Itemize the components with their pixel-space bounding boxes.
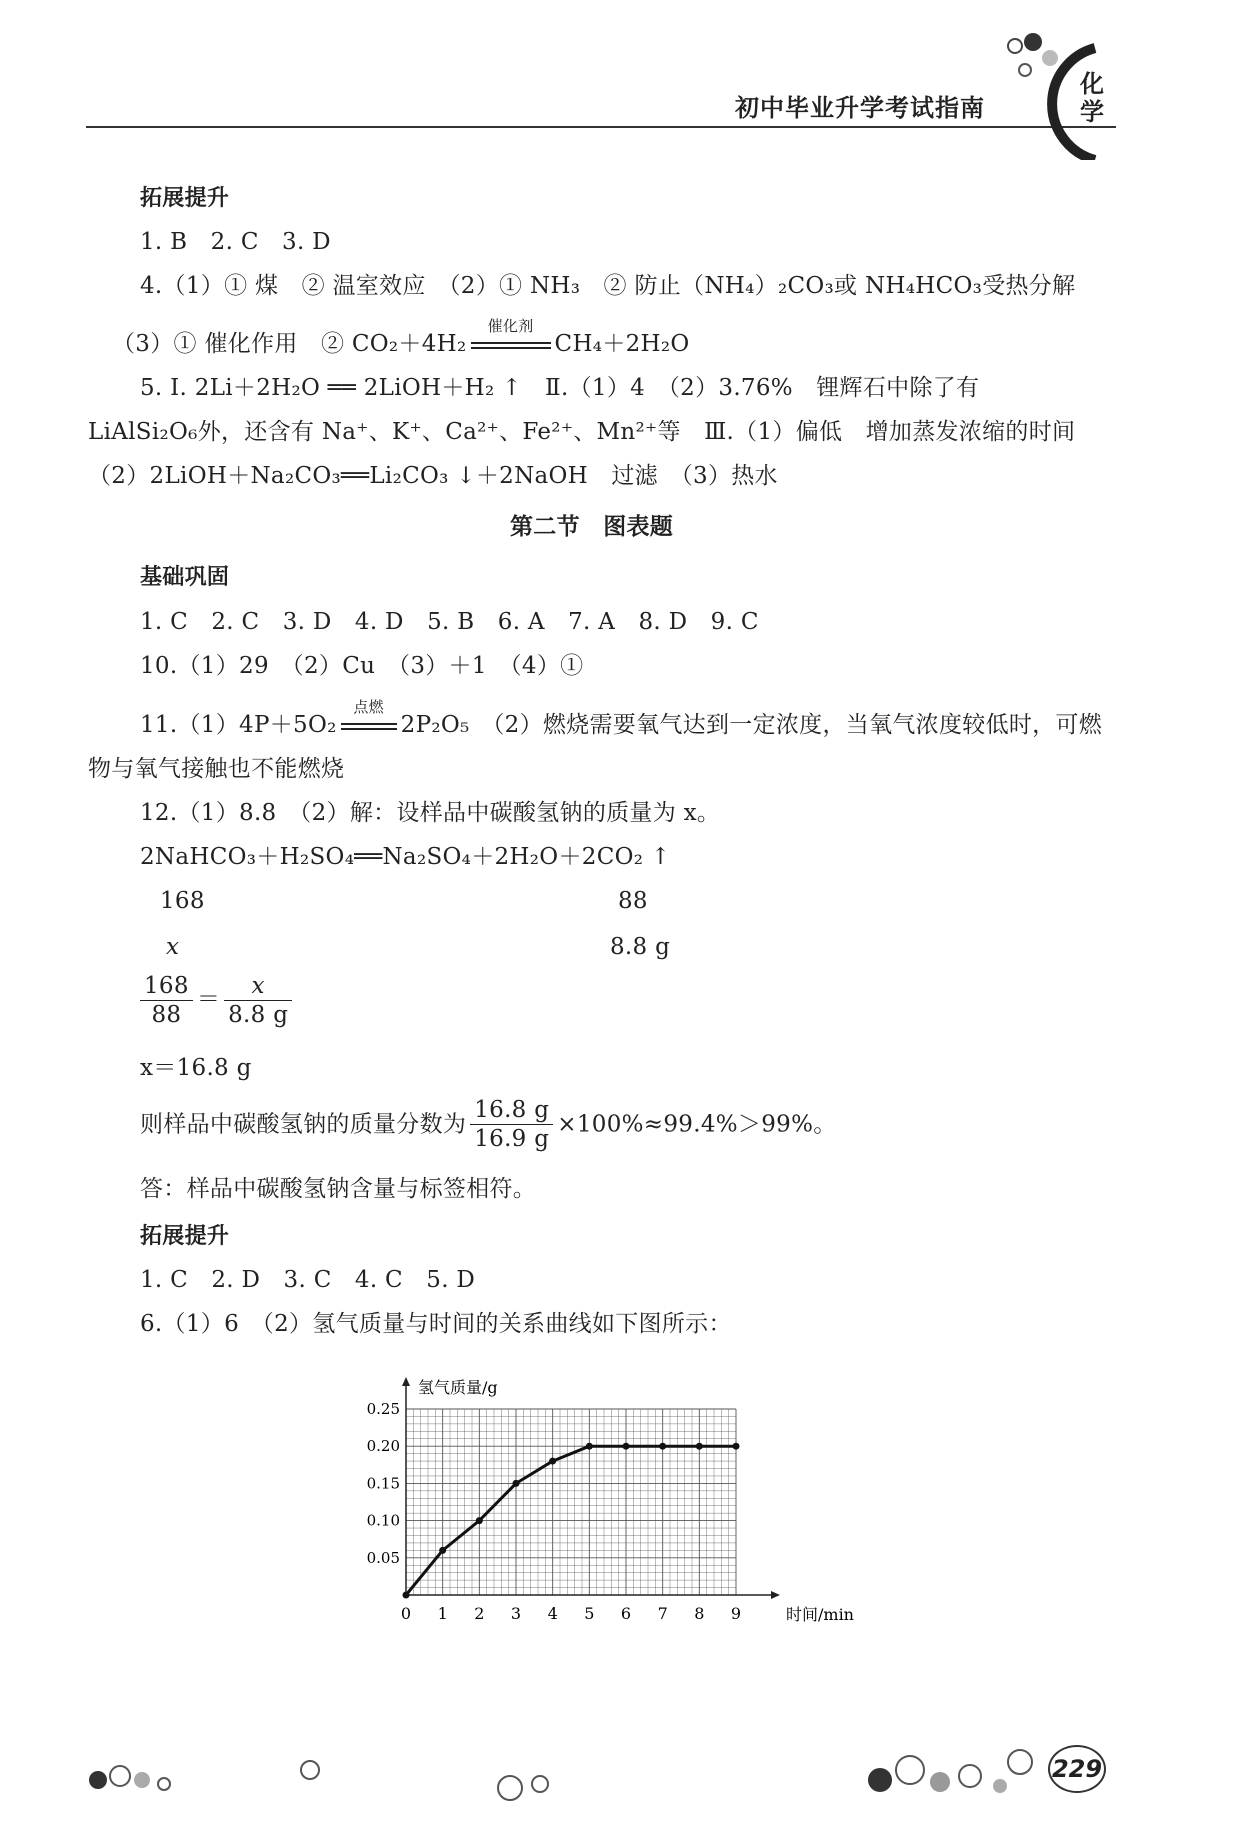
x-tick-label: 7 [657,1604,668,1623]
x-tick-label: 0 [400,1604,412,1623]
data-point [476,1517,483,1524]
molar-mass: 88 [618,888,648,914]
answer-line: 1. C 2. D 3. C 4. C 5. D [140,1267,476,1293]
x-tick-label: 2 [474,1604,485,1623]
answer-line: 12.（1）8.8 （2）解：设样品中碳酸氢钠的质量为 x。 [140,800,721,826]
x-axis-arrow [771,1591,780,1599]
y-tick-label: 0.25 [366,1400,400,1418]
header-rule [86,126,1116,128]
answer-line: 1. B 2. C 3. D [140,229,331,255]
data-point [586,1443,593,1450]
given-mass: 8.8 g [610,934,671,960]
data-point [549,1458,556,1465]
answer-line: 1. C 2. C 3. D 4. D 5. B 6. A 7. A 8. D 9. C [140,609,759,635]
answer-line: 5. Ⅰ. 2Li＋2H₂O ══ 2LiOH＋H₂ ↑ Ⅱ.（1）4 （2）3.76% 锂辉石中除了有 [140,375,980,401]
data-point [403,1592,410,1599]
answer-line [140,698,1103,740]
equation-part: CH₄＋2H₂O [554,331,690,357]
percentage-line: 则样品中碳酸氢钠的质量分数为 $\frac{16.8 g}{16.9 g}$ ×100%≈99.4%＞99%。 [140,1097,837,1152]
fraction: $\frac{16.8 g}{16.9 g}$ [470,1096,553,1153]
answer-line: 答：样品中碳酸氢钠含量与标签相符。 [140,1176,537,1202]
y-axis-arrow [402,1377,410,1386]
data-point [513,1480,520,1487]
answer-line: 6.（1）6 （2）氢气质量与时间的关系曲线如下图所示： [140,1311,732,1337]
equals-sign [471,342,551,349]
molar-mass: 168 [160,888,205,914]
equation-part: （3）① 催化作用 ② CO₂＋4H₂ [112,331,467,357]
data-point [659,1443,666,1450]
data-point [439,1547,446,1554]
unknown-x: x [166,934,180,960]
x-axis-label: 时间/min [786,1605,854,1624]
header-decoration-icon [995,30,1115,160]
answer-line: （2）2LiOH＋Na₂CO₃══Li₂CO₃ ↓＋2NaOH 过滤 （3）热水 [88,463,778,489]
y-tick-label: 0.20 [366,1437,400,1456]
data-point [623,1443,630,1450]
y-tick-label: 0.15 [366,1474,400,1493]
section-heading-extension: 拓展提升 [140,186,230,211]
equation-part: 11.（1）4P＋5O₂ [140,712,337,738]
section-title: 第二节 图表题 [510,514,674,540]
x-tick-label: 9 [730,1604,742,1623]
answer-line: 4.（1）① 煤 ② 温室效应 （2）① NH₃ ② 防止（NH₄）₂CO₃或 NH₄HCO₃受热分解 [140,273,1076,299]
page-number: 229 [1048,1745,1106,1793]
fraction: $\frac{168}{88}$ [140,972,193,1029]
section-heading-basic: 基础巩固 [140,565,230,590]
section-heading-extension: 拓展提升 [140,1224,230,1249]
result-line: x＝16.8 g [140,1055,252,1081]
y-axis-label: 氢气质量/g [418,1378,498,1397]
reaction-condition: 催化剂 [487,317,534,335]
y-tick-label: 0.10 [366,1511,400,1530]
subject-label: 化学 [1080,70,1104,126]
answer-line [112,317,690,359]
hydrogen-mass-chart [350,1365,870,1635]
fraction: $\frac{x}{8.8 g}$ [224,972,292,1029]
x-tick-label: 1 [437,1604,448,1623]
equals-sign [341,723,397,730]
reaction-condition: 点燃 [353,698,384,716]
x-tick-label: 6 [620,1604,632,1623]
equation-part: 2P₂O₅ （2）燃烧需要氧气达到一定浓度，当氧气浓度较低时，可燃 [400,712,1103,738]
x-tick-label: 5 [584,1604,595,1623]
x-tick-label: 8 [694,1604,705,1623]
answer-line: 物与氧气接触也不能燃烧 [88,756,345,782]
x-tick-label: 3 [510,1604,522,1623]
y-tick-label: 0.05 [366,1548,400,1567]
answer-line: LiAlSi₂O₆外，还含有 Na⁺、K⁺、Ca²⁺、Fe²⁺、Mn²⁺等 Ⅲ.（1）偏低 增加蒸发浓缩的时间 [88,419,1076,445]
chemical-equation: 2NaHCO₃＋H₂SO₄══Na₂SO₄＋2H₂O＋2CO₂ ↑ [140,844,671,870]
header-title: 初中毕业升学考试指南 [735,94,985,122]
answer-line: 10.（1）29 （2）Cu （3）＋1 （4）① [140,653,584,679]
data-point [696,1443,703,1450]
data-point [733,1443,740,1450]
footer-decoration-icon [80,1740,1120,1810]
x-tick-label: 4 [547,1604,558,1623]
proportion-equation: $\frac{168}{88}$ ＝ $\frac{x}{8.8 g}$ [136,972,296,1029]
